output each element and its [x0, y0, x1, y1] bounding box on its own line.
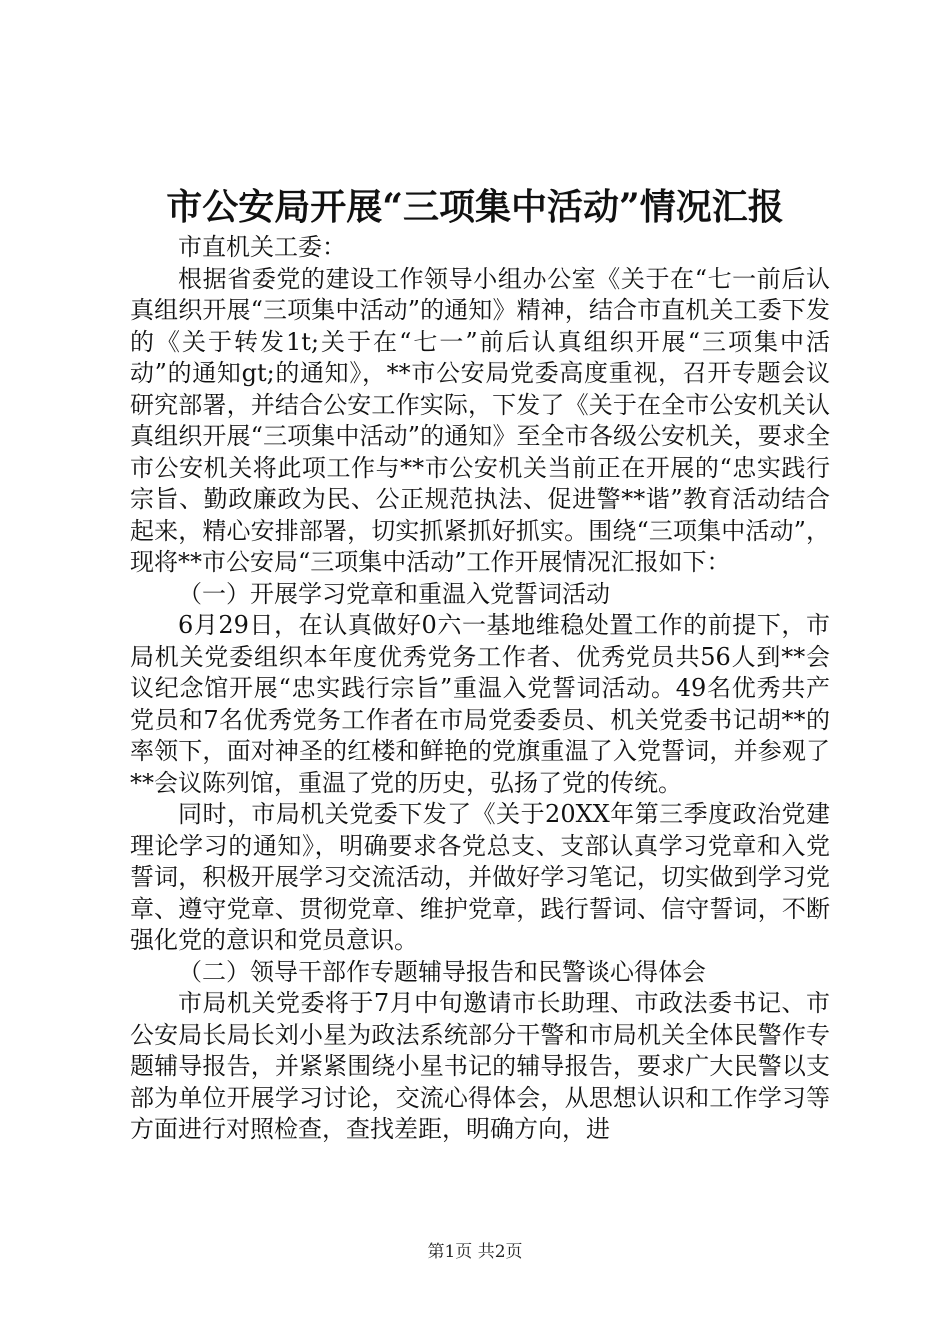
page-number-footer: 第1页 共2页 [427, 1242, 523, 1262]
section-heading-1: （一）开展学习党章和重温入党誓词活动 [178, 579, 610, 608]
document-body [130, 232, 830, 1146]
paragraph-section-1-a: 6月29日，在认真做好0六一基地维稳处置工作的前提下，市局机关党委组织本年度优秀党务工作者、优秀党员共56人到**会议纪念馆开展“忠实践行宗旨”重温入党誓词活动。49名优秀共产党员和7名优秀党务工作者在市局党委委员、机关党委书记胡**的率领下，面对神圣的红楼和鲜艳的党旗重温了入党誓词，并参观了**会议陈列馆，重温了党的历史，弘扬了党的传统。 [130, 611, 830, 797]
salutation: 市直机关工委： [178, 233, 346, 261]
paragraph-section-1-b: 同时，市局机关党委下发了《关于20XX年第三季度政治党建理论学习的通知》，明确要求各党总支、支部认真学习党章和入党誓词，积极开展学习交流活动，并做好学习笔记，切实做到学习党章、遵守党章、贯彻党章、维护党章，践行誓词、信守誓词，不断强化党的意识和党员意识。 [130, 800, 830, 954]
paragraph-section-2-a: 市局机关党委将于7月中旬邀请市长助理、市政法委书记、市公安局长局长刘小星为政法系统部分干警和市局机关全体民警作专题辅导报告，并紧紧围绕小星书记的辅导报告，要求广大民警以支部为单位开展学习讨论，交流心得体会，从思想认识和工作学习等方面进行对照检查，查找差距，明确方向，进 [130, 989, 830, 1143]
section-heading-2: （二）领导干部作专题辅导报告和民警谈心得体会 [178, 957, 706, 986]
paragraph-intro: 根据省委党的建设工作领导小组办公室《关于在“七一前后认真组织开展“三项集中活动”的通知》精神，结合市直机关工委下发的《关于转发1t;关于在“七一”前后认真组织开展“三项集中活动”的通知gt;的通知》，**市公安局党委高度重视，召开专题会议研究部署，并结合公安工作实际，下发了《关于在全市公安机关认真组织开展“三项集中活动”的通知》至全市各级公安机关，要求全市公安机关将此项工作与**市公安机关当前正在开展的“忠实践行宗旨、勤政廉政为民、公正规范执法、促进警**谐”教育活动结合起来，精心安排部署，切实抓紧抓好抓实。围绕“三项集中活动”，现将**市公安局“三项集中活动”工作开展情况汇报如下： [130, 264, 830, 576]
document-title: 市公安局开展“三项集中活动”情况汇报 [166, 186, 784, 228]
